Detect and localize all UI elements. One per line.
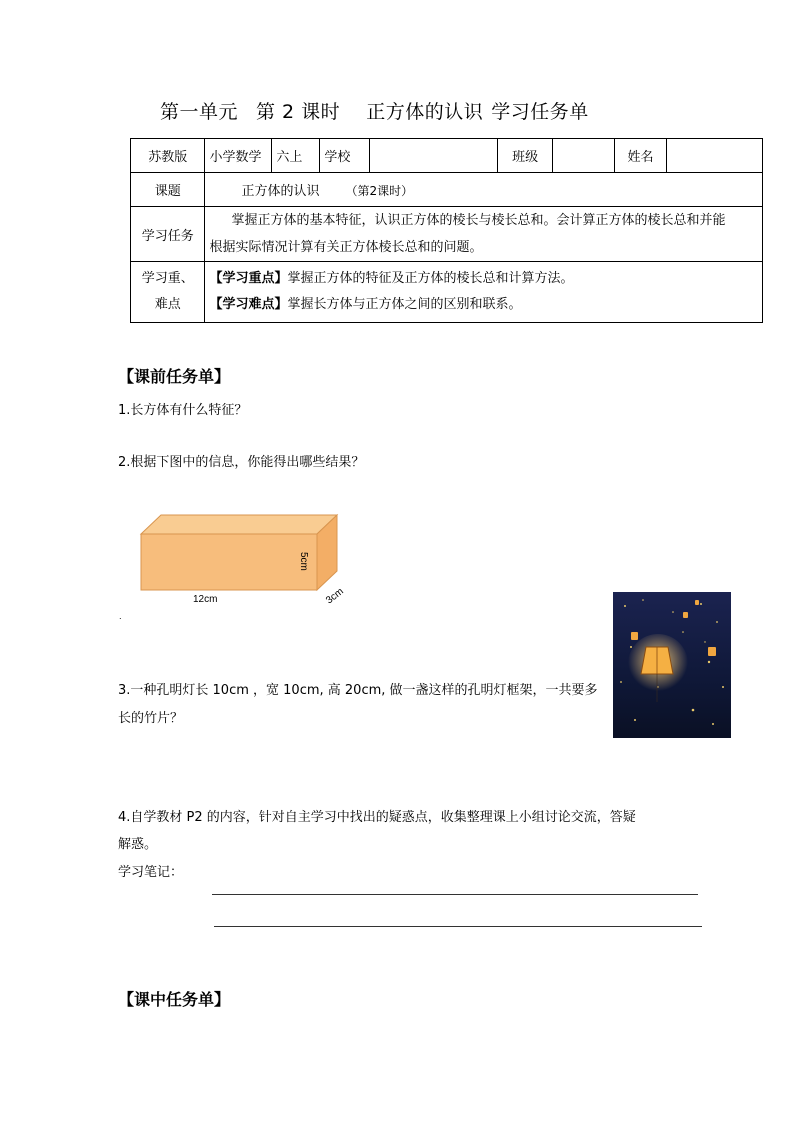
question-3-line-1: 3.一种孔明灯长 10cm ，宽 10cm, 高 20cm, 做一盏这样的孔明灯框架，一共要多 [118,683,598,698]
table-row [131,207,763,262]
task-cell [205,207,763,262]
title-topic: 正方体的认识 [366,101,484,123]
question-1: 1.长方体有什么特征？ [118,403,248,418]
notes-line-2[interactable] [214,926,702,927]
height-label: 5cm [298,552,309,571]
cuboid-top-face [141,515,337,534]
cuboid-figure [139,512,359,612]
class-label: 班级 [498,139,553,173]
grade-cell: 六上 [272,139,320,173]
question-4-line-1: 4.自学教材 P2 的内容，针对自主学习中找出的疑惑点，收集整理课上小组讨论交流，答疑 [118,810,636,825]
task-label: 学习任务 [131,207,205,262]
question-2: 2.根据下图中的信息，你能得出哪些结果？ [118,455,365,470]
school-label: 学校 [320,139,370,173]
class-field[interactable] [553,139,615,173]
sky-lantern-image [613,592,731,738]
length-label: 12cm [193,594,218,605]
topic-value: 正方体的认识 [241,184,320,199]
page-title [160,97,589,124]
width-label: 3cm [324,586,346,607]
difficulty-text: 掌握长方体与正方体之间的区别和联系。 [287,297,522,312]
key-label [131,262,205,323]
key-point-tag: 【学习重点】 [209,271,288,286]
table-row [131,262,763,323]
publisher-cell: 苏教版 [131,139,205,173]
title-lesson: 第 2 课时 [256,101,341,123]
table-row [131,173,763,207]
cuboid-front-face [141,534,317,590]
key-points-cell [205,262,763,323]
title-doc-type: 学习任务单 [491,101,589,123]
in-class-heading: 【课中任务单】 [118,990,231,1009]
key-label-line-2: 难点 [154,297,181,312]
name-field[interactable] [667,139,763,173]
lesson-info-table [130,138,763,323]
topic-cell [205,173,763,207]
difficulty-tag: 【学习难点】 [209,297,288,312]
table-row [131,139,763,173]
topic-label: 课题 [131,173,205,207]
stray-dot: . [119,612,122,621]
school-field[interactable] [370,139,498,173]
notes-line-1[interactable] [212,894,698,895]
topic-note: （第2课时） [345,184,414,198]
key-label-line-1: 学习重、 [141,271,194,286]
title-unit: 第一单元 [160,101,239,123]
key-point-text: 掌握正方体的特征及正方体的棱长总和计算方法。 [287,271,574,286]
name-label: 姓名 [615,139,667,173]
task-line-2: 根据实际情况计算有关正方体棱长总和的问题。 [209,240,483,255]
notes-label: 学习笔记： [118,865,184,880]
question-3-line-2: 长的竹片？ [118,711,184,726]
task-line-1: 掌握正方体的基本特征，认识正方体的棱长与棱长总和。会计算正方体的棱长总和并能 [231,213,726,228]
question-4-line-2: 解惑。 [118,837,158,852]
subject-cell: 小学数学 [205,139,272,173]
pre-class-heading: 【课前任务单】 [118,367,231,386]
